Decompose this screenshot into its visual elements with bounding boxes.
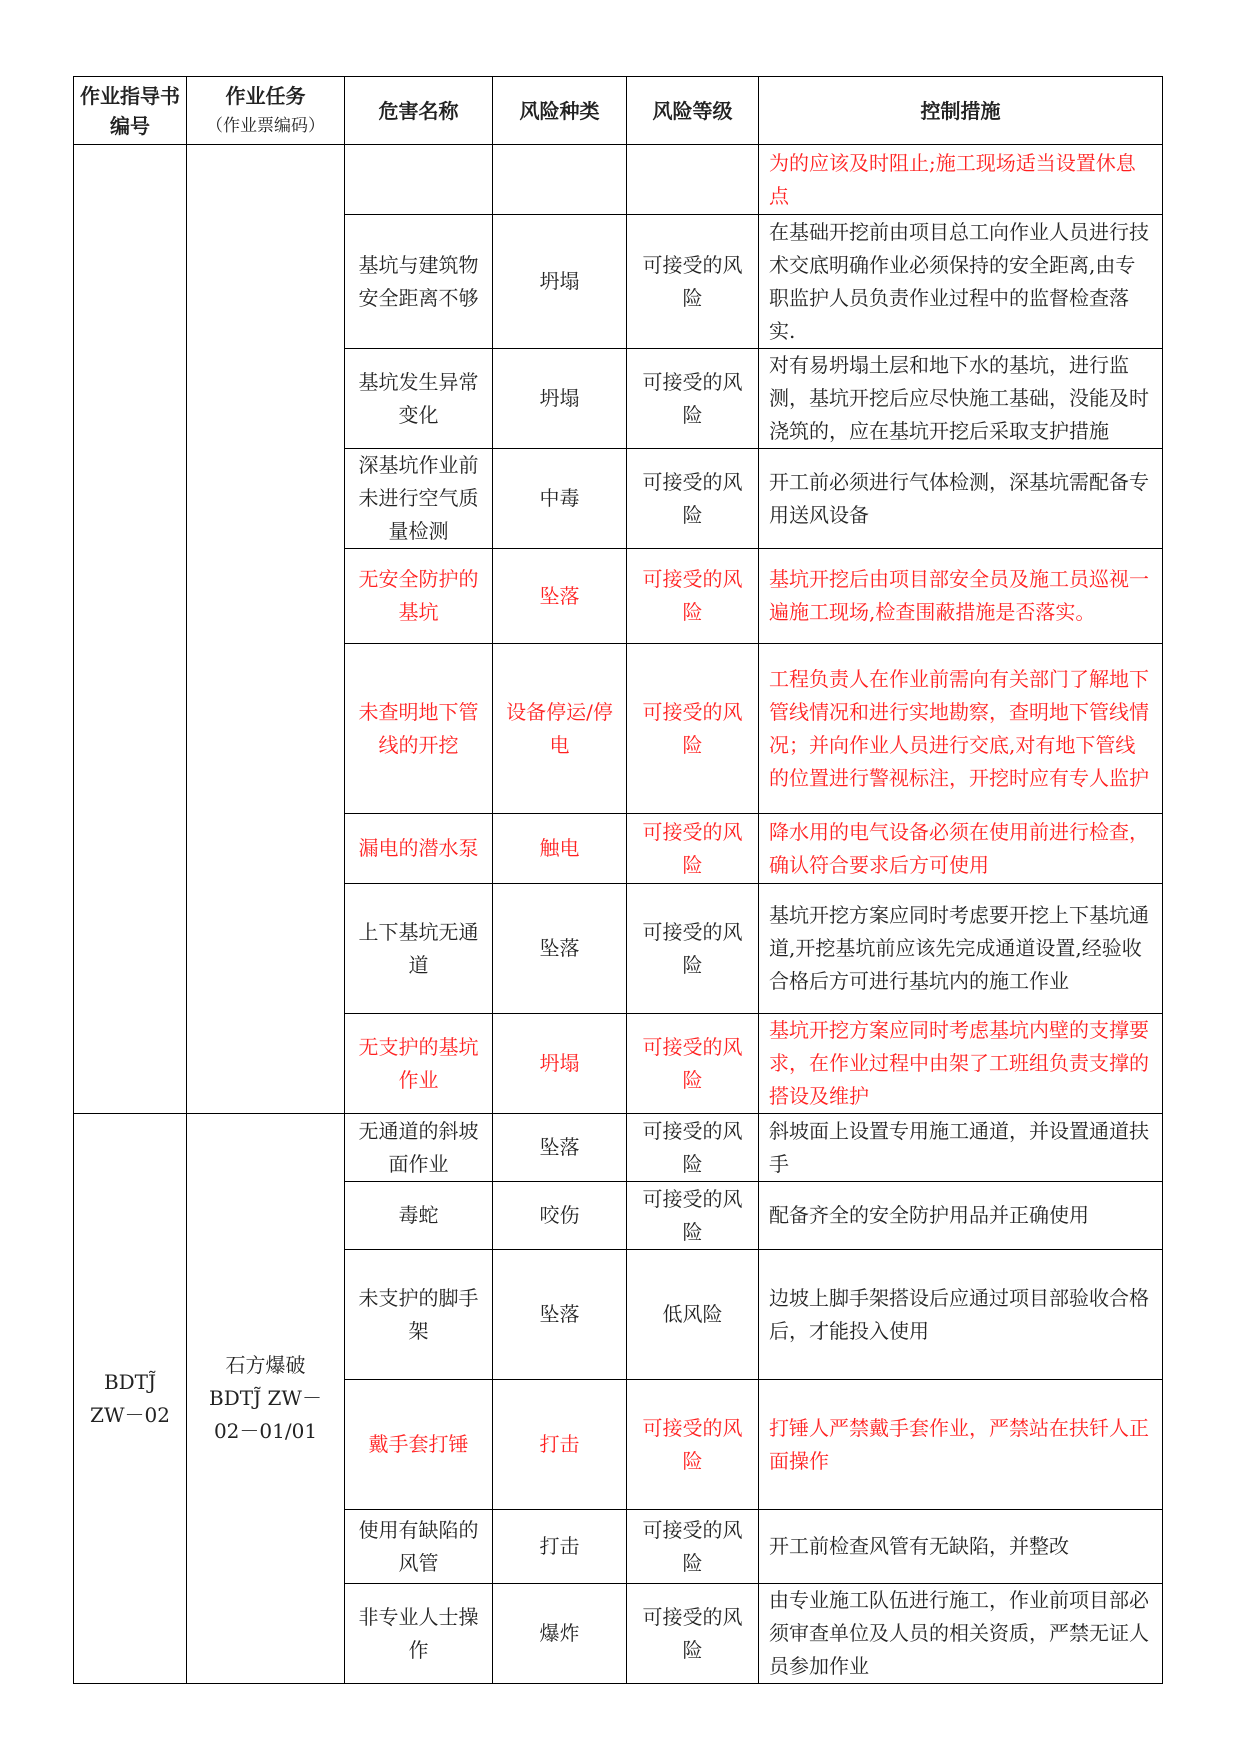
header-task bbox=[187, 77, 345, 145]
hazard-name-cell: 毒蛇 bbox=[345, 1182, 493, 1250]
hazard-name-cell: 无安全防护的基坑 bbox=[345, 549, 493, 644]
risk-type-cell: 坠落 bbox=[493, 884, 627, 1014]
hazard-name-cell: 未支护的脚手架 bbox=[345, 1250, 493, 1380]
header-risk-type: 风险种类 bbox=[493, 77, 627, 145]
risk-type-cell: 打击 bbox=[493, 1380, 627, 1510]
hazard-name-cell: 基坑与建筑物安全距离不够 bbox=[345, 215, 493, 349]
task-cell-group1 bbox=[187, 145, 345, 1114]
control-measure-cell: 工程负责人在作业前需向有关部门了解地下管线情况和进行实地勘察，查明地下管线情况；并向作业人员进行交底,对有地下管线的位置进行警视标注，开挖时应有专人监护 bbox=[759, 644, 1163, 814]
hazard-name-cell: 非专业人士操作 bbox=[345, 1584, 493, 1684]
control-measure-cell: 在基础开挖前由项目总工向作业人员进行技术交底明确作业必须保持的安全距离,由专职监护人员负责作业过程中的监督检查落实. bbox=[759, 215, 1163, 349]
risk-level-cell: 可接受的风险 bbox=[627, 1014, 759, 1114]
control-measure-cell: 打锤人严禁戴手套作业，严禁站在扶钎人正面操作 bbox=[759, 1380, 1163, 1510]
risk-level-cell: 可接受的风险 bbox=[627, 449, 759, 549]
task-cell-group2 bbox=[187, 1114, 345, 1684]
header-task-label: 作业任务 bbox=[225, 83, 306, 108]
header-guide-no: 作业指导书编号 bbox=[74, 77, 187, 145]
task-code: BDTJ̃ ZW－02－01/01 bbox=[209, 1386, 322, 1443]
risk-type-cell bbox=[493, 145, 627, 215]
risk-type-cell: 坠落 bbox=[493, 1114, 627, 1182]
control-measure-cell: 为的应该及时阻止;施工现场适当设置休息点 bbox=[759, 145, 1163, 215]
header-task-sub: （作业票编码） bbox=[206, 115, 325, 136]
risk-type-cell: 坍塌 bbox=[493, 1014, 627, 1114]
risk-level-cell: 可接受的风险 bbox=[627, 814, 759, 884]
control-measure-cell: 开工前检查风管有无缺陷，并整改 bbox=[759, 1510, 1163, 1584]
header-hazard: 危害名称 bbox=[345, 77, 493, 145]
control-measure-cell: 配备齐全的安全防护用品并正确使用 bbox=[759, 1182, 1163, 1250]
control-measure-cell: 基坑开挖后由项目部安全员及施工员巡视一遍施工现场,检查围蔽措施是否落实。 bbox=[759, 549, 1163, 644]
risk-level-cell: 可接受的风险 bbox=[627, 1380, 759, 1510]
control-measure-cell: 开工前必须进行气体检测，深基坑需配备专用送风设备 bbox=[759, 449, 1163, 549]
control-measure-cell: 对有易坍塌土层和地下水的基坑，进行监测，基坑开挖后应尽快施工基础，没能及时浇筑的，应在基坑开挖后采取支护措施 bbox=[759, 349, 1163, 449]
risk-level-cell: 可接受的风险 bbox=[627, 1510, 759, 1584]
hazard-name-cell: 深基坑作业前未进行空气质量检测 bbox=[345, 449, 493, 549]
hazard-name-cell: 未查明地下管线的开挖 bbox=[345, 644, 493, 814]
risk-level-cell: 可接受的风险 bbox=[627, 1584, 759, 1684]
risk-level-cell: 可接受的风险 bbox=[627, 1114, 759, 1182]
hazard-name-cell: 无通道的斜坡面作业 bbox=[345, 1114, 493, 1182]
table-row bbox=[74, 145, 1163, 215]
risk-type-cell: 坠落 bbox=[493, 1250, 627, 1380]
risk-level-cell: 低风险 bbox=[627, 1250, 759, 1380]
risk-type-cell: 中毒 bbox=[493, 449, 627, 549]
guide-no-cell-group1 bbox=[74, 145, 187, 1114]
risk-level-cell bbox=[627, 145, 759, 215]
hazard-name-cell bbox=[345, 145, 493, 215]
risk-control-table bbox=[73, 76, 1163, 1684]
control-measure-cell: 降水用的电气设备必须在使用前进行检查，确认符合要求后方可使用 bbox=[759, 814, 1163, 884]
control-measure-cell: 基坑开挖方案应同时考虑基坑内壁的支撑要求，在作业过程中由架了工班组负责支撑的搭设及维护 bbox=[759, 1014, 1163, 1114]
control-measure-cell: 斜坡面上设置专用施工通道，并设置通道扶手 bbox=[759, 1114, 1163, 1182]
hazard-name-cell: 上下基坑无通道 bbox=[345, 884, 493, 1014]
risk-type-cell: 爆炸 bbox=[493, 1584, 627, 1684]
risk-type-cell: 坍塌 bbox=[493, 215, 627, 349]
hazard-name-cell: 基坑发生异常变化 bbox=[345, 349, 493, 449]
risk-type-cell: 咬伤 bbox=[493, 1182, 627, 1250]
guide-no-cell-group2: BDTJ̃ ZW－02 bbox=[74, 1114, 187, 1684]
risk-type-cell: 坍塌 bbox=[493, 349, 627, 449]
header-control: 控制措施 bbox=[759, 77, 1163, 145]
table-header-row bbox=[74, 77, 1163, 145]
task-name: 石方爆破 bbox=[225, 1353, 306, 1377]
hazard-name-cell: 无支护的基坑作业 bbox=[345, 1014, 493, 1114]
risk-type-cell: 触电 bbox=[493, 814, 627, 884]
risk-level-cell: 可接受的风险 bbox=[627, 644, 759, 814]
risk-level-cell: 可接受的风险 bbox=[627, 215, 759, 349]
risk-level-cell: 可接受的风险 bbox=[627, 1182, 759, 1250]
header-risk-level: 风险等级 bbox=[627, 77, 759, 145]
risk-level-cell: 可接受的风险 bbox=[627, 349, 759, 449]
hazard-name-cell: 使用有缺陷的风管 bbox=[345, 1510, 493, 1584]
control-measure-cell: 由专业施工队伍进行施工，作业前项目部必须审查单位及人员的相关资质，严禁无证人员参加作业 bbox=[759, 1584, 1163, 1684]
hazard-name-cell: 戴手套打锤 bbox=[345, 1380, 493, 1510]
risk-level-cell: 可接受的风险 bbox=[627, 549, 759, 644]
risk-type-cell: 打击 bbox=[493, 1510, 627, 1584]
risk-type-cell: 设备停运/停电 bbox=[493, 644, 627, 814]
risk-level-cell: 可接受的风险 bbox=[627, 884, 759, 1014]
control-measure-cell: 边坡上脚手架搭设后应通过项目部验收合格后，才能投入使用 bbox=[759, 1250, 1163, 1380]
risk-type-cell: 坠落 bbox=[493, 549, 627, 644]
control-measure-cell: 基坑开挖方案应同时考虑要开挖上下基坑通道,开挖基坑前应该先完成通道设置,经验收合格后方可进行基坑内的施工作业 bbox=[759, 884, 1163, 1014]
table-row bbox=[74, 1114, 1163, 1182]
hazard-name-cell: 漏电的潜水泵 bbox=[345, 814, 493, 884]
